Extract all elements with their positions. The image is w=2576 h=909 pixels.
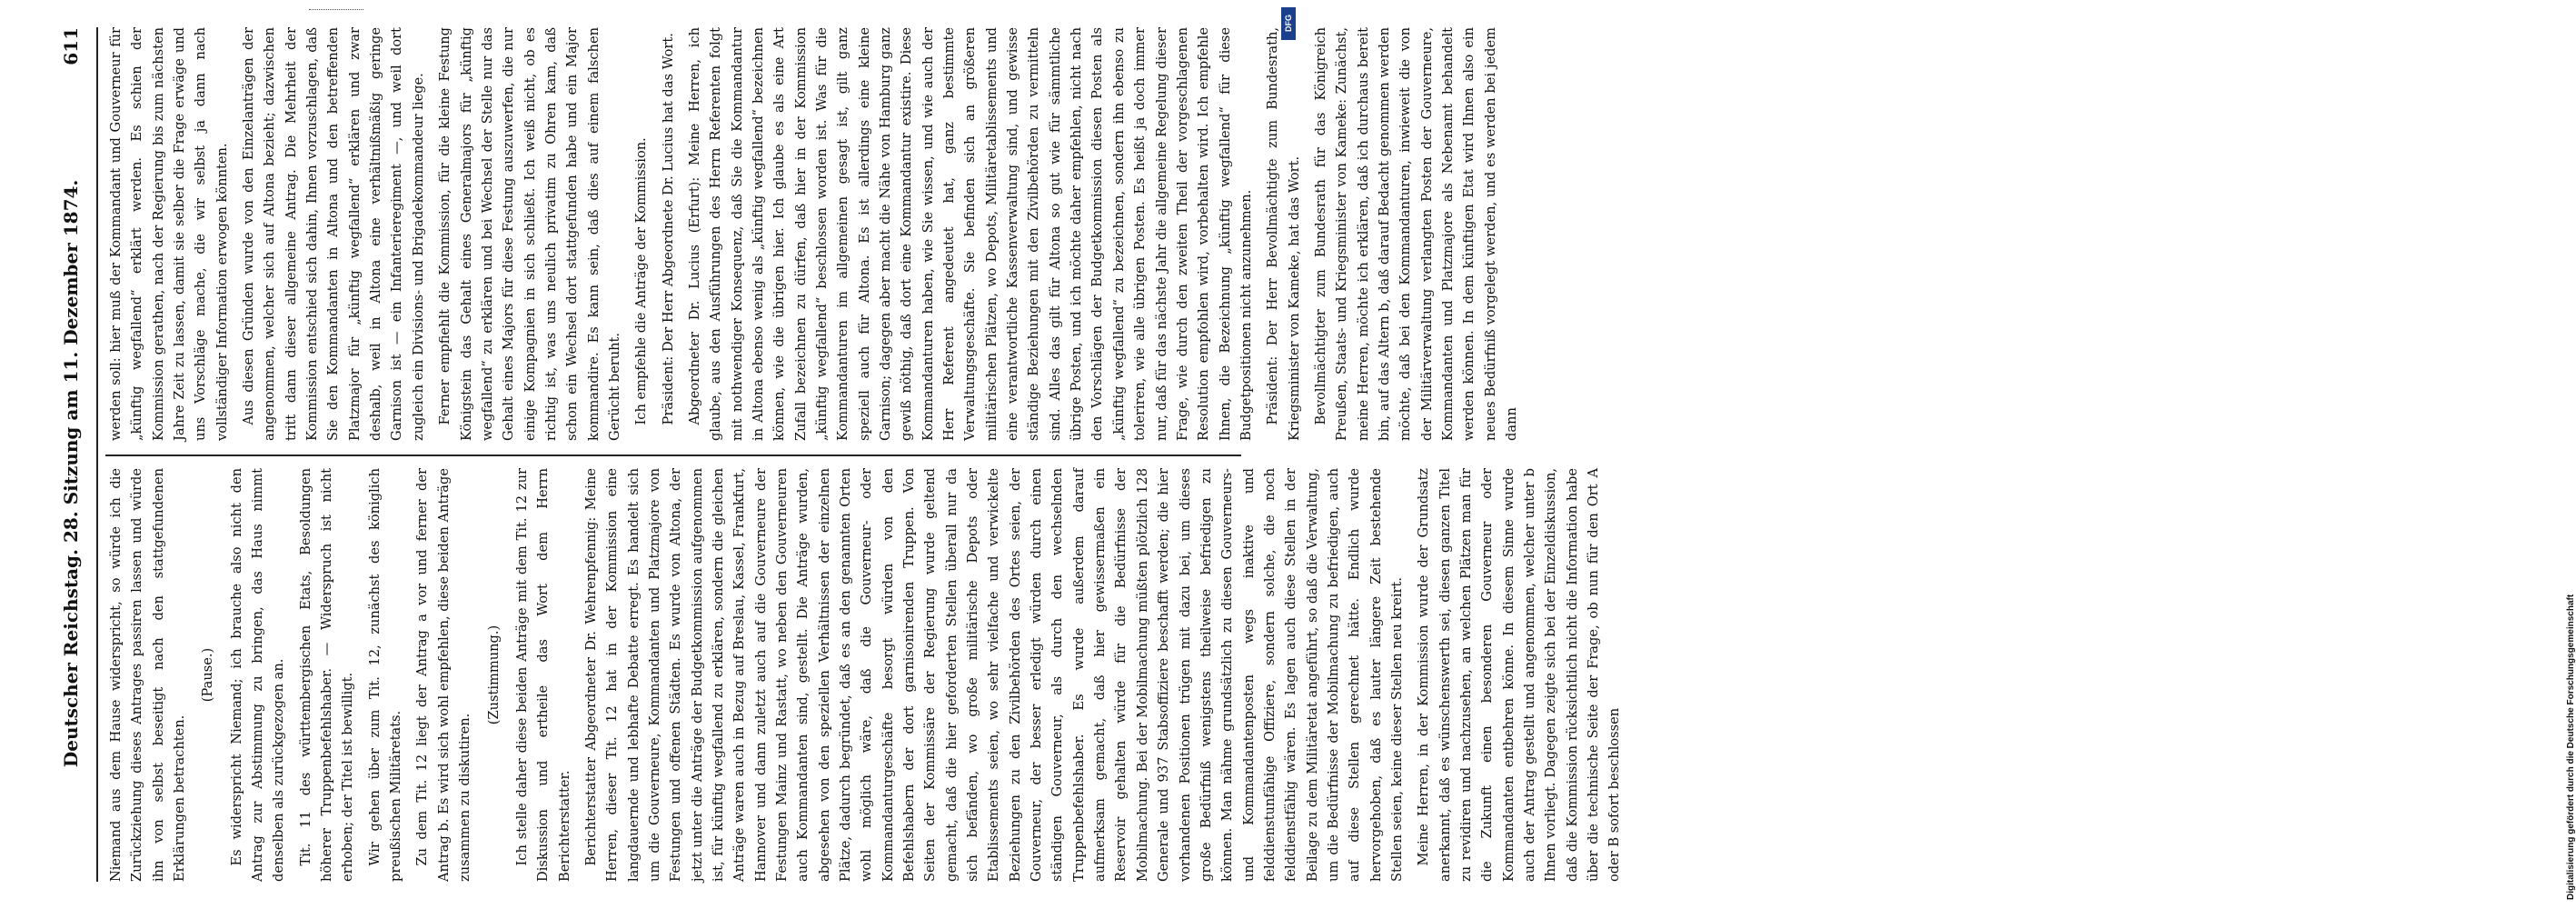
page-number: 611 [60, 27, 82, 65]
paragraph: Meine Herren, in der Kommission wurde der Grundsatz anerkannt, daß es wünschenswerth sei, diesen ganzen Titel zu revidiren und nachzusehen, an welchen Plätzen man für die Zukunft einen besonderen Gouverneur oder Kommandanten entbehren könne. In diesem Sinne wurde auch der Antrag gestellt und angenommen, welcher unter b Ihnen vorliegt. Dagegen zeigte sich bei der Einzeldiskussion, daß die Kommission rücksichtlich nicht die Information habe über die technische Seite der Frage, ob nun für den Ort A oder B sofort beschlossen [1416, 468, 1623, 882]
right-column [105, 27, 1519, 441]
paragraph: Wir gehen über zum Tit. 12, zunächst des königlich preußischen Militäretats. [366, 468, 404, 882]
header-rule [96, 27, 98, 882]
text-columns [105, 27, 1623, 882]
paragraph: Ich stelle daher diese beiden Anträge mit dem Tit. 12 zur Diskussion und ertheile das Wort dem Herrn Berichterstatter. [513, 468, 572, 882]
stage-direction: (Pause.) [200, 647, 216, 703]
stage-direction: (Zustimmung.) [485, 624, 502, 725]
paragraph: Aus diesen Gründen wurde von den Einzelanträgen der angenommen, welcher sich auf Altona bezieht; dazwischen tritt dann dieser allgemeine Antrag. Die Mehrheit der Kommission entschied sich dahin, Ihnen vorzuschlagen, daß Sie den Kommandanten in Altona und den betreffenden Platzmajor für „künftig wegfallend“ erklären und zwar deshalb, weil in Altona eine verhältnißmäßig geringe Garnison ist — ein Infanterieregiment —, und weil dort zugleich ein Divisions- und Brigadekommandeur liege. [241, 27, 426, 441]
digitization-note-text: Digitalisierung gefördert durch die Deutsche Forschungsgemeinschaft [2566, 594, 2576, 900]
paragraph: Es widerspricht Niemand; ich brauche also nicht den Antrag zur Abstimmung zu bringen, das Haus nimmt denselben als zurückgezogen an. [228, 468, 287, 882]
paragraph: Niemand aus dem Hause widerspricht, so würde ich die Zurückziehung dieses Antrages passiren lassen und würde ihn von selbst beseitigt nach den stattgefundenen Erklärungen betrachten. [108, 468, 188, 882]
page-header [51, 27, 91, 882]
paragraph: Berichterstatter Abgeordneter Dr. Wehrenpfennig: Meine Herren, dieser Tit. 12 hat in der Kommission eine langdauernde und lebhafte Debatte erregt. Es handelt sich um die Gouverneure, Kommandanten und Platzmajore von Festungen und offenen Städten. Es wurde von Altona, der jetzt unter die Anträge der Budgetkommission aufgenommen ist, für künftig wegfallend zu erklären, sondern die gleichen Anträge waren auch in Bezug auf Breslau, Kassel, Frankfurt, Hannover und dann zuletzt auch auf die Gouverneure der Festungen Mainz und Rastatt, wo neben den Gouverneuren auch Kommandanten sind, gestellt. Die Anträge wurden, abgesehen von den speziellen Verhältnissen der einzelnen Plätze, dadurch begründet, daß es an den genannten Orten wohl möglich wäre, daß die Gouverneur- oder Kommandanturgeschäfte besorgt würden von den Befehlshabern der dort garnisonirenden Truppen. Von Seiten der Kommissäre der Regierung wurde geltend gemacht, daß die hier geforderten Stellen überall nur da sich befänden, wo große militärische Depots oder Etablissements seien, wo sehr vielfache und verwickelte Beziehungen zu den Zivilbehörden des Ortes seien, der Gouverneur, der besser erledigt würden durch einen ständigen Gouverneur, als durch den wechselnden Truppenbefehlshaber. Es wurde außerdem darauf aufmerksam gemacht, daß hier gewissermaßen ein Reservoir gehalten würde für die Bedürfnisse der Mobilmachung. Bei der Mobilmachung müßten plötzlich 128 Generale und 937 Stabsoffiziere beschafft werden; die hier vorhandenen Positionen trügen mit dazu bei, um dieses große Bedürfniß wenigstens theilweise befriedigen zu können. Man nähme grundsätzlich zu diesen Gouverneurs- und Kommandantenposten wegs inaktive und felddienstunfähige Offiziere, sondern solche, die noch felddienstfähig wären. Es lagen auch diese Stellen in der Beilage zu dem Militäretat angeführt, so daß die Verwaltung, um die Bedürfnisse der Mobilmachung zu befriedigen, auch auf diese Stellen gerechnet hätte. Endlich wurde hervorgehoben, daß es lauter längere Zeit bestehende Stellen seien, keine dieser Stellen neu kreirt. [582, 468, 1405, 882]
left-column [105, 468, 1623, 882]
paragraph: Tit. 11 des württembergischen Etats, Besoldungen höherer Truppenbefehlshaber. — Widerspruch ist nicht erhoben; der Titel ist bewilligt. [297, 468, 356, 882]
column-divider [105, 454, 1241, 456]
paragraph: Abgeordneter Dr. Lucius (Erfurt): Meine Herren, ich glaube, aus den Ausführungen des Herrn Referenten folgt mit nothwendiger Konsequenz, daß Sie die Kommandantur in Altona ebenso wenig als „künftig wegfallend“ bezeichnen können, wie die übrigen hier. Ich glaube es als eine Art Zufall bezeichnen zu dürfen, daß hier in der Kommission „künftig wegfallend“ beschlossen worden ist. Was für die Kommandanturen im allgemeinen gesagt ist, gilt ganz speziell auch für Altona. Es ist allerdings eine kleine Garnison; dagegen aber macht die Nähe von Hamburg ganz gewiß nöthig, daß dort eine Kommandantur existire. Diese Kommandanturen haben, wie Sie wissen, und wie auch der Herr Referent angedeutet hat, ganz bestimmte Verwaltungsgeschäfte. Sie befinden sich an größeren militärischen Plätzen, wo Depots, Militäretablissements und eine verantwortliche Kassenverwaltung sind, und gewisse ständige Beziehungen mit den Zivilbehörden zu vermitteln sind. Alles das gilt für Altona so gut wie für sämmtliche übrige Posten, und ich möchte daher empfehlen, nicht nach den Vorschlägen der Budgetkommission diesen Posten als „künftig wegfallend“ zu bezeichnen, sondern ihn ebenso zu toleriren, wie alle übrigen Posten. Es heißt ja doch immer nur, daß für das nächste Jahr die allgemeine Regelung dieser Frage, wie durch den zweiten Theil der vorgeschlagenen Resolution empfohlen wird, vorbehalten wird. Ich empfehle Ihnen, die Bezeichnung „künftig wegfallend“ für diese Budgetpositionen nicht anzunehmen. [686, 27, 1254, 441]
paragraph: Präsident: Der Herr Bevollmächtigte zum Bundesrath, Kriegsminister von Kameke, hat das Wort. [1265, 27, 1302, 441]
scan-mark [309, 9, 363, 14]
paragraph: Bevollmächtigter zum Bundesrath für das Königreich Preußen, Staats- und Kriegsminister von Kameke: Zunächst, meine Herren, möchte ich erklären, daß ich durchaus bereit bin, auf das Altern b, daß darauf Bedacht genommen werden möchte, daß bei den Kommandanturen, inwieweit die von der Militärverwaltung verlangten Posten der Gouverneure, Kommandanten und Platzmajore als Nebenamt behandelt werden können. In dem künftigen Etat wird Ihnen also ein neues Bedürfniß vorgelegt werden, und es werden bei jedem dann [1312, 27, 1519, 441]
paragraph: Ferner empfiehlt die Kommission, für die kleine Festung Königstein das Gehalt eines Generalmajors für „künftig wegfallend“ zu erklären und bei Wechsel der Stelle nur das Gehalt eines Majors für diese Festung auszuwerfen, die nur einige Kompagnien in sich schließt. Ich weiß nicht, ob es richtig ist, was uns neulich privatim zu Ohren kam, daß schon ein Wechsel dort stattgefunden habe und ein Major kommandire. Es kann sein, daß dies auf einem falschen Gerücht beruht. [437, 27, 622, 441]
header-title: Deutscher Reichstag. 28. Sitzung am 11. Dezember 1874. [60, 179, 82, 768]
dfg-badge: DFG [1281, 7, 1296, 40]
paragraph: Zu dem Tit. 12 liegt der Antrag a vor und ferner der Antrag b. Es wird sich wohl empfehlen, diese beiden Anträge zusammen zu diskutiren. [414, 468, 473, 882]
paragraph: Ich empfehle die Anträge der Kommission. [633, 137, 650, 425]
rotated-content [51, 27, 1623, 882]
paragraph: werden soll: hier muß der Kommandant und Gouverneur für „künftig wegfallend“ erklärt werden. Es schien der Kommission gerathen, nach der Regierung bis zum nächsten Jahre Zeit zu lassen, damit sie selber die Frage erwäge und uns Vorschläge mache, die wir selbst ja dann nach vollständiger Information erwogen könnten. [108, 27, 230, 441]
paragraph: Präsident: Der Herr Abgeordnete Dr. Lucius hat das Wort. [660, 33, 676, 425]
